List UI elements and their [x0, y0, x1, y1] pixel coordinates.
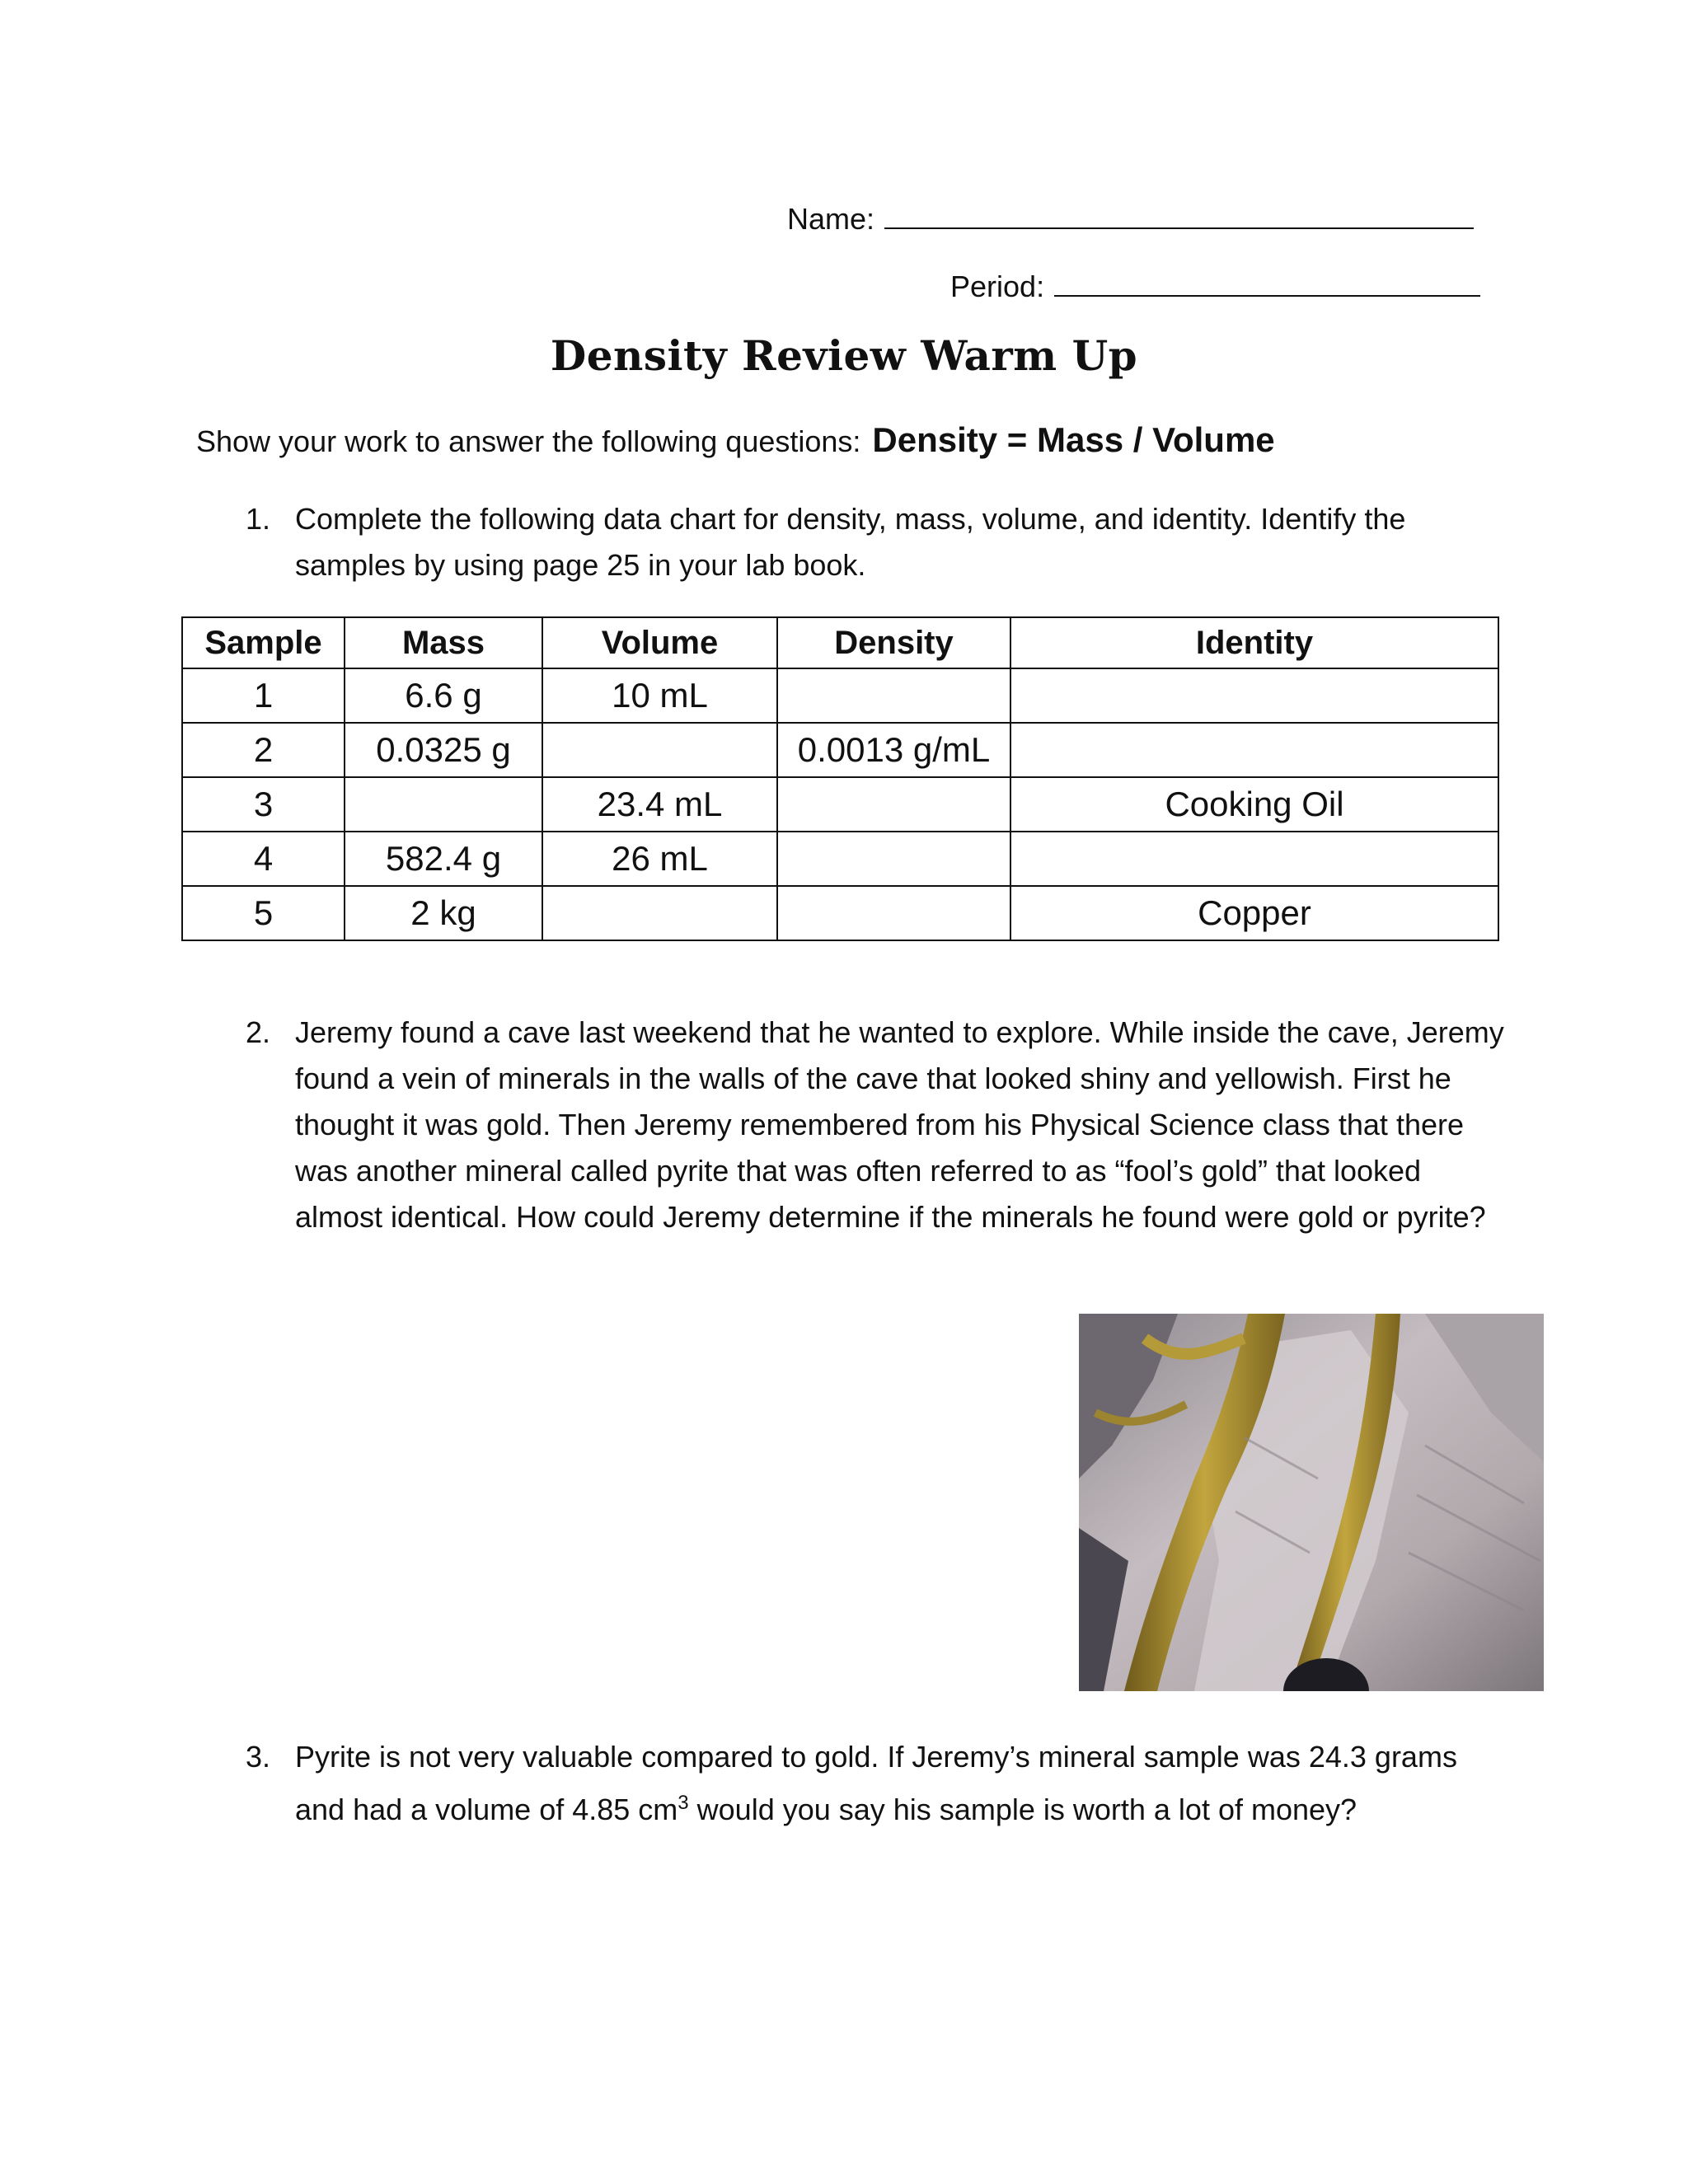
column-header-mass: Mass — [345, 617, 542, 668]
question-2 — [246, 1010, 1507, 1240]
identity-cell[interactable] — [1010, 832, 1498, 886]
mineral-vein-photo — [1079, 1314, 1544, 1691]
density-formula: Density = Mass / Volume — [872, 420, 1275, 459]
identity-cell: Copper — [1010, 886, 1498, 940]
sample-cell: 2 — [182, 723, 345, 777]
table-row — [182, 832, 1498, 886]
table-row — [182, 886, 1498, 940]
mass-cell: 0.0325 g — [345, 723, 542, 777]
question-3 — [246, 1734, 1507, 1833]
question-text: Jeremy found a cave last weekend that he wanted to explore. While inside the cave, Jeremy found a vein of minerals in the walls of the cave that looked shiny and yellowish. First he thought it was gold. Then Jeremy remembered from his Physical Science class that there was another mineral called pyrite that was often referred to as “fool’s gold” that looked almost identical. How could Jeremy determine if the minerals he found were gold or pyrite? — [295, 1015, 1504, 1234]
mass-cell: 2 kg — [345, 886, 542, 940]
mass-cell[interactable] — [345, 777, 542, 832]
sample-cell: 3 — [182, 777, 345, 832]
column-header-sample: Sample — [182, 617, 345, 668]
name-blank-line[interactable] — [884, 199, 1474, 229]
density-cell: 0.0013 g/mL — [777, 723, 1010, 777]
table-header-row — [182, 617, 1498, 668]
question-text-part: would you say his sample is worth a lot of money? — [688, 1793, 1357, 1826]
identity-cell[interactable] — [1010, 668, 1498, 723]
mass-cell: 582.4 g — [345, 832, 542, 886]
density-cell[interactable] — [777, 832, 1010, 886]
table-row — [182, 668, 1498, 723]
volume-cell: 26 mL — [542, 832, 777, 886]
name-label: Name: — [787, 202, 875, 236]
question-text — [295, 1734, 1507, 1833]
table-row — [182, 723, 1498, 777]
question-number: 1. — [246, 502, 271, 536]
density-cell[interactable] — [777, 886, 1010, 940]
column-header-volume: Volume — [542, 617, 777, 668]
volume-cell[interactable] — [542, 723, 777, 777]
name-field — [787, 199, 1474, 237]
volume-cell: 23.4 mL — [542, 777, 777, 832]
sample-cell: 5 — [182, 886, 345, 940]
period-blank-line[interactable] — [1054, 267, 1480, 297]
instruction-line — [196, 420, 1275, 460]
column-header-density: Density — [777, 617, 1010, 668]
density-cell[interactable] — [777, 668, 1010, 723]
density-cell[interactable] — [777, 777, 1010, 832]
period-label: Period: — [950, 269, 1045, 303]
identity-cell[interactable] — [1010, 723, 1498, 777]
period-field — [950, 267, 1480, 305]
column-header-identity: Identity — [1010, 617, 1498, 668]
mass-cell: 6.6 g — [345, 668, 542, 723]
sample-cell: 1 — [182, 668, 345, 723]
sample-cell: 4 — [182, 832, 345, 886]
volume-cell[interactable] — [542, 886, 777, 940]
density-data-table — [181, 616, 1499, 941]
page-title: Density Review Warm Up — [550, 331, 1138, 380]
table-row — [182, 777, 1498, 832]
question-text: Complete the following data chart for density, mass, volume, and identity. Identify the samples by using page 25 in your lab book. — [295, 502, 1406, 582]
question-number: 3. — [246, 1740, 271, 1774]
question-text-part: Pyrite is not very valuable compared to gold. If Jeremy’s mineral sample was 24.3 grams and had a volume of 4.85 cm — [295, 1740, 1457, 1826]
instruction-text: Show your work to answer the following questions: — [196, 424, 861, 458]
question-number: 2. — [246, 1015, 271, 1049]
volume-cell: 10 mL — [542, 668, 777, 723]
question-1 — [246, 496, 1482, 588]
identity-cell: Cooking Oil — [1010, 777, 1498, 832]
cubic-superscript: 3 — [678, 1792, 689, 1814]
